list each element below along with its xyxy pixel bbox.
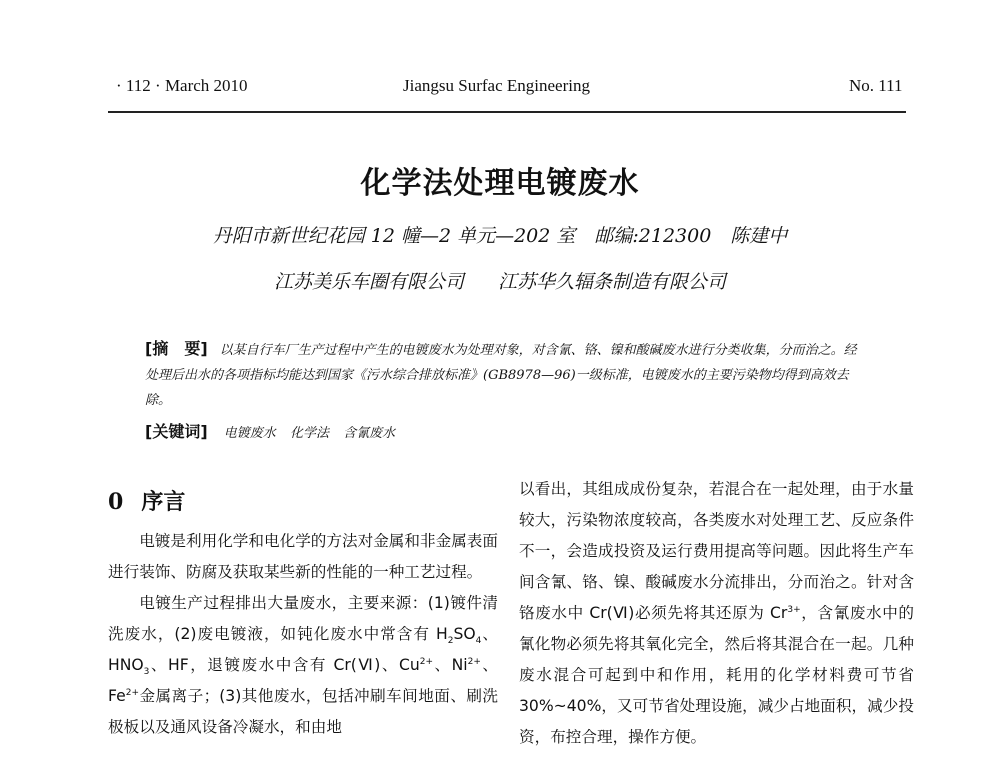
affiliation-1: 江苏美乐车圈有限公司 xyxy=(273,271,464,293)
affiliation-2: 江苏华久辐条制造有限公司 xyxy=(498,271,727,293)
section-title: 序言 xyxy=(141,490,186,515)
section-number: 0 xyxy=(108,489,124,515)
left-column xyxy=(108,474,498,743)
header-issue-number: No. 111 xyxy=(849,76,903,95)
paragraph-sources: 电镀生产过程排出大量废水，主要来源：(1)镀件清洗废水，(2)废电镀液，如钝化废水中常含有 $H_2SO_4$、$HNO_3$、HF，退镀废水中含有 Cr(Ⅵ)、$Cu^{2+}$、$Ni^{2+}$、$Fe^{2+}$金属离子；(3)其他废水，包括冲刷车间地面、刷洗极板以及通风设备冷凝水，和由地 xyxy=(108,594,498,736)
affiliations xyxy=(0,267,1000,294)
paragraph-continued: 以看出，其组成成份复杂，若混合在一起处理，由于水量较大，污染物浓度较高，各类废水对处理工艺、反应条件不一，会造成投资及运行费用提高等问题。因此将生产车间含氰、铬、镍、酸碱废水分流排出，分而治之。针对含铬废水中 Cr(Ⅵ)必须先将其还原为 $Cr^{3+}$，含氰废水中的氰化物必须先将其氧化完全，然后将其混合在一起。几种废水混合可起到中和作用，耗用的化学材料费可节省 30%~40%，又可节省处理设施，减少占地面积，减少投资，布控合理，操作方便。 xyxy=(519,480,914,746)
keyword-item: 电镀废水 xyxy=(223,426,276,441)
header-journal-name: Jiangsu Surfac Engineering xyxy=(403,76,590,95)
article-title: 化学法处理电镀废水 xyxy=(360,166,640,201)
right-column xyxy=(519,474,914,753)
abstract-text: 以某自行车厂生产过程中产生的电镀废水为处理对象，对含氰、铬、镍和酸碱废水进行分类收集，分而治之。经处理后出水的各项指标均能达到国家《污水综合排放标准》(GB8978—96)一级标准，电镀废水的主要污染物均得到高效去除。 xyxy=(145,343,857,408)
keywords xyxy=(145,419,405,442)
header-divider xyxy=(108,111,906,113)
header-page-date: · 112 · March 2010 xyxy=(116,76,248,95)
keywords-label: [关键词] xyxy=(145,422,208,441)
keyword-item: 含氰废水 xyxy=(343,426,396,441)
author-address-line: 丹阳市新世纪花园 12 幢—2 单元—202 室 邮编:212300 陈建中 xyxy=(212,225,788,247)
keyword-item: 化学法 xyxy=(289,426,329,441)
abstract-label: [摘 要] xyxy=(145,339,208,358)
section-heading xyxy=(108,480,498,524)
paragraph-intro: 电镀是利用化学和电化学的方法对金属和非金属表面进行装饰、防腐及获取某些新的性能的一种工艺过程。 xyxy=(108,532,498,581)
abstract xyxy=(145,336,865,413)
